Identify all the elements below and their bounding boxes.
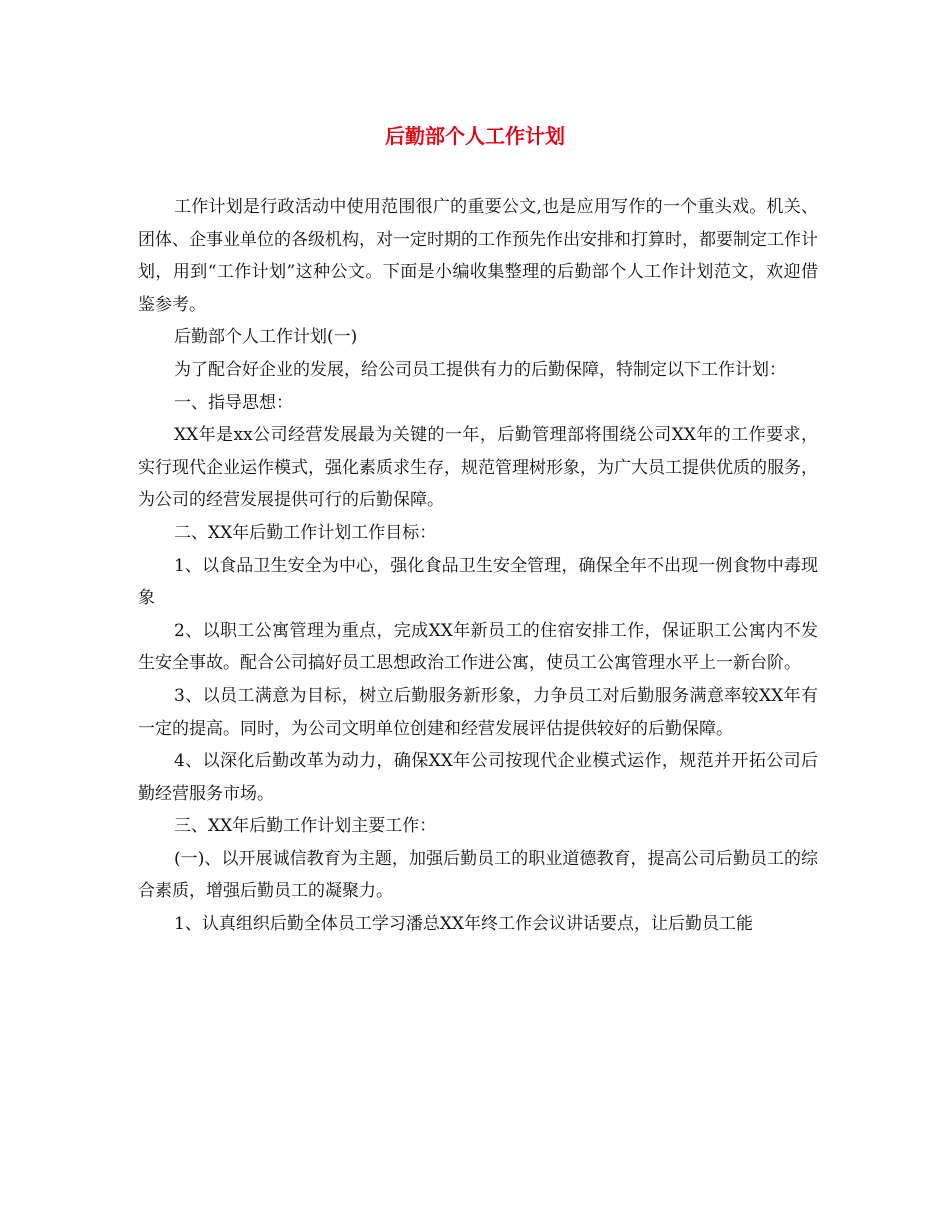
paragraph-heading-guiding-thought: 一、指导思想： [174, 392, 293, 413]
paragraph-main-work-1: (一)、以开展诚信教育为主题，加强后勤员工的职业道德教育，提高公司后勤员工的综合素质，增强后勤员工的凝聚力。 [138, 848, 818, 902]
paragraph-goal-4: 4、以深化后勤改革为动力，确保XX年公司按现代企业模式运作，规范并开拓公司后勤经营服务市场。 [138, 751, 818, 804]
paragraph-section-heading: 后勤部个人工作计划(一) [174, 327, 358, 348]
document-title: 后勤部个人工作计划 [385, 124, 565, 148]
document-body [138, 191, 818, 941]
paragraph-heading-goals: 二、XX年后勤工作计划工作目标： [174, 522, 437, 543]
paragraph-goal-3: 3、以员工满意为目标，树立后勤服务新形象，力争员工对后勤服务满意率较XX年有一定的提高。同时，为公司文明单位创建和经营发展评估提供较好的后勤保障。 [138, 685, 818, 739]
paragraph-intro: 工作计划是行政活动中使用范围很广的重要公文,也是应用写作的一个重头戏。机关、团体、企事业单位的各级机构，对一定时期的工作预先作出安排和打算时，都要制定工作计划，用到“工作计划”这种公文。下面是小编收集整理的后勤部个人工作计划范文，欢迎借鉴参考。 [138, 197, 818, 315]
paragraph-main-work-1-item-1: 1、认真组织后勤全体员工学习潘总XX年终工作会议讲话要点，让后勤员工能 [174, 914, 754, 935]
paragraph-purpose: 为了配合好企业的发展，给公司员工提供有力的后勤保障，特制定以下工作计划： [174, 359, 786, 380]
paragraph-goal-2: 2、以职工公寓管理为重点，完成XX年新员工的住宿安排工作，保证职工公寓内不发生安全事故。配合公司搞好员工思想政治工作进公寓，使员工公寓管理水平上一新台阶。 [138, 620, 818, 674]
paragraph-heading-main-work: 三、XX年后勤工作计划主要工作： [174, 816, 437, 837]
paragraph-goal-1: 1、以食品卫生安全为中心，强化食品卫生安全管理，确保全年不出现一例食物中毒现象 [138, 555, 818, 609]
paragraph-guiding-thought: XX年是xx公司经营发展最为关键的一年，后勤管理部将围绕公司XX年的工作要求，实行现代企业运作模式，强化素质求生存，规范管理树形象，为广大员工提供优质的服务，为公司的经营发展提供可行的后勤保障。 [138, 425, 818, 511]
